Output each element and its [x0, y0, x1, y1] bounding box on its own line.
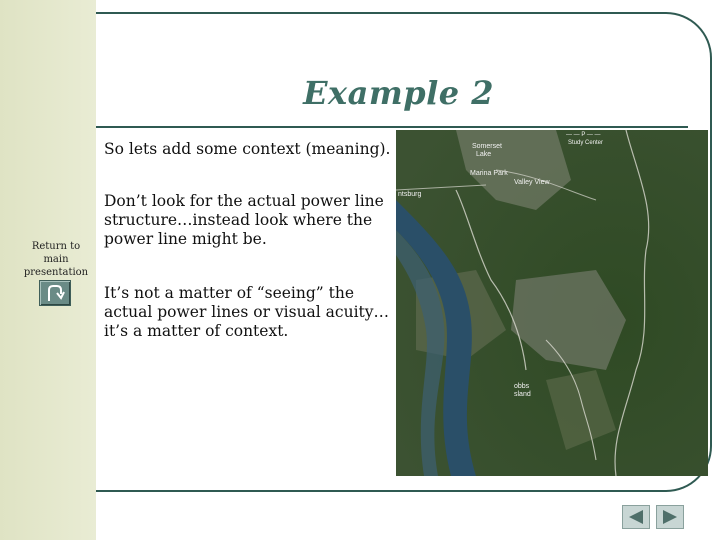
- title-underline: [96, 126, 688, 128]
- map-label-lake: Lake: [476, 151, 492, 158]
- map-label-valley-view: Valley View: [514, 179, 550, 186]
- left-triangle-icon: [627, 509, 645, 525]
- map-label-obbs: obbs: [514, 383, 530, 390]
- previous-slide-button[interactable]: [622, 505, 650, 529]
- bullet-look-where: Don’t look for the actual power line structure…instead look where the power line might be.: [104, 192, 384, 248]
- map-label-sland: sland: [514, 391, 531, 398]
- map-label-study-center: Study Center: [568, 140, 604, 146]
- bullet-context: So lets add some context (meaning).: [104, 140, 391, 158]
- return-to-main-link[interactable]: Return to main presentation: [23, 241, 89, 278]
- map-label-ntsburg: ntsburg: [398, 191, 422, 198]
- bullet-matter-of-context: It’s not a matter of “seeing” the actual power lines or visual acuity…it’s a matter of context.: [104, 284, 390, 340]
- next-slide-button[interactable]: [656, 505, 684, 529]
- right-triangle-icon: [661, 509, 679, 525]
- map-label-study-top: — — P — —: [566, 132, 601, 138]
- slide-title: Example 2: [303, 74, 494, 112]
- u-turn-arrow-icon: [45, 284, 65, 302]
- map-label-somerset: Somerset: [472, 143, 502, 150]
- return-button[interactable]: [39, 280, 71, 306]
- aerial-map-image: [396, 130, 708, 476]
- map-label-marina-park: Marina Park: [470, 170, 508, 177]
